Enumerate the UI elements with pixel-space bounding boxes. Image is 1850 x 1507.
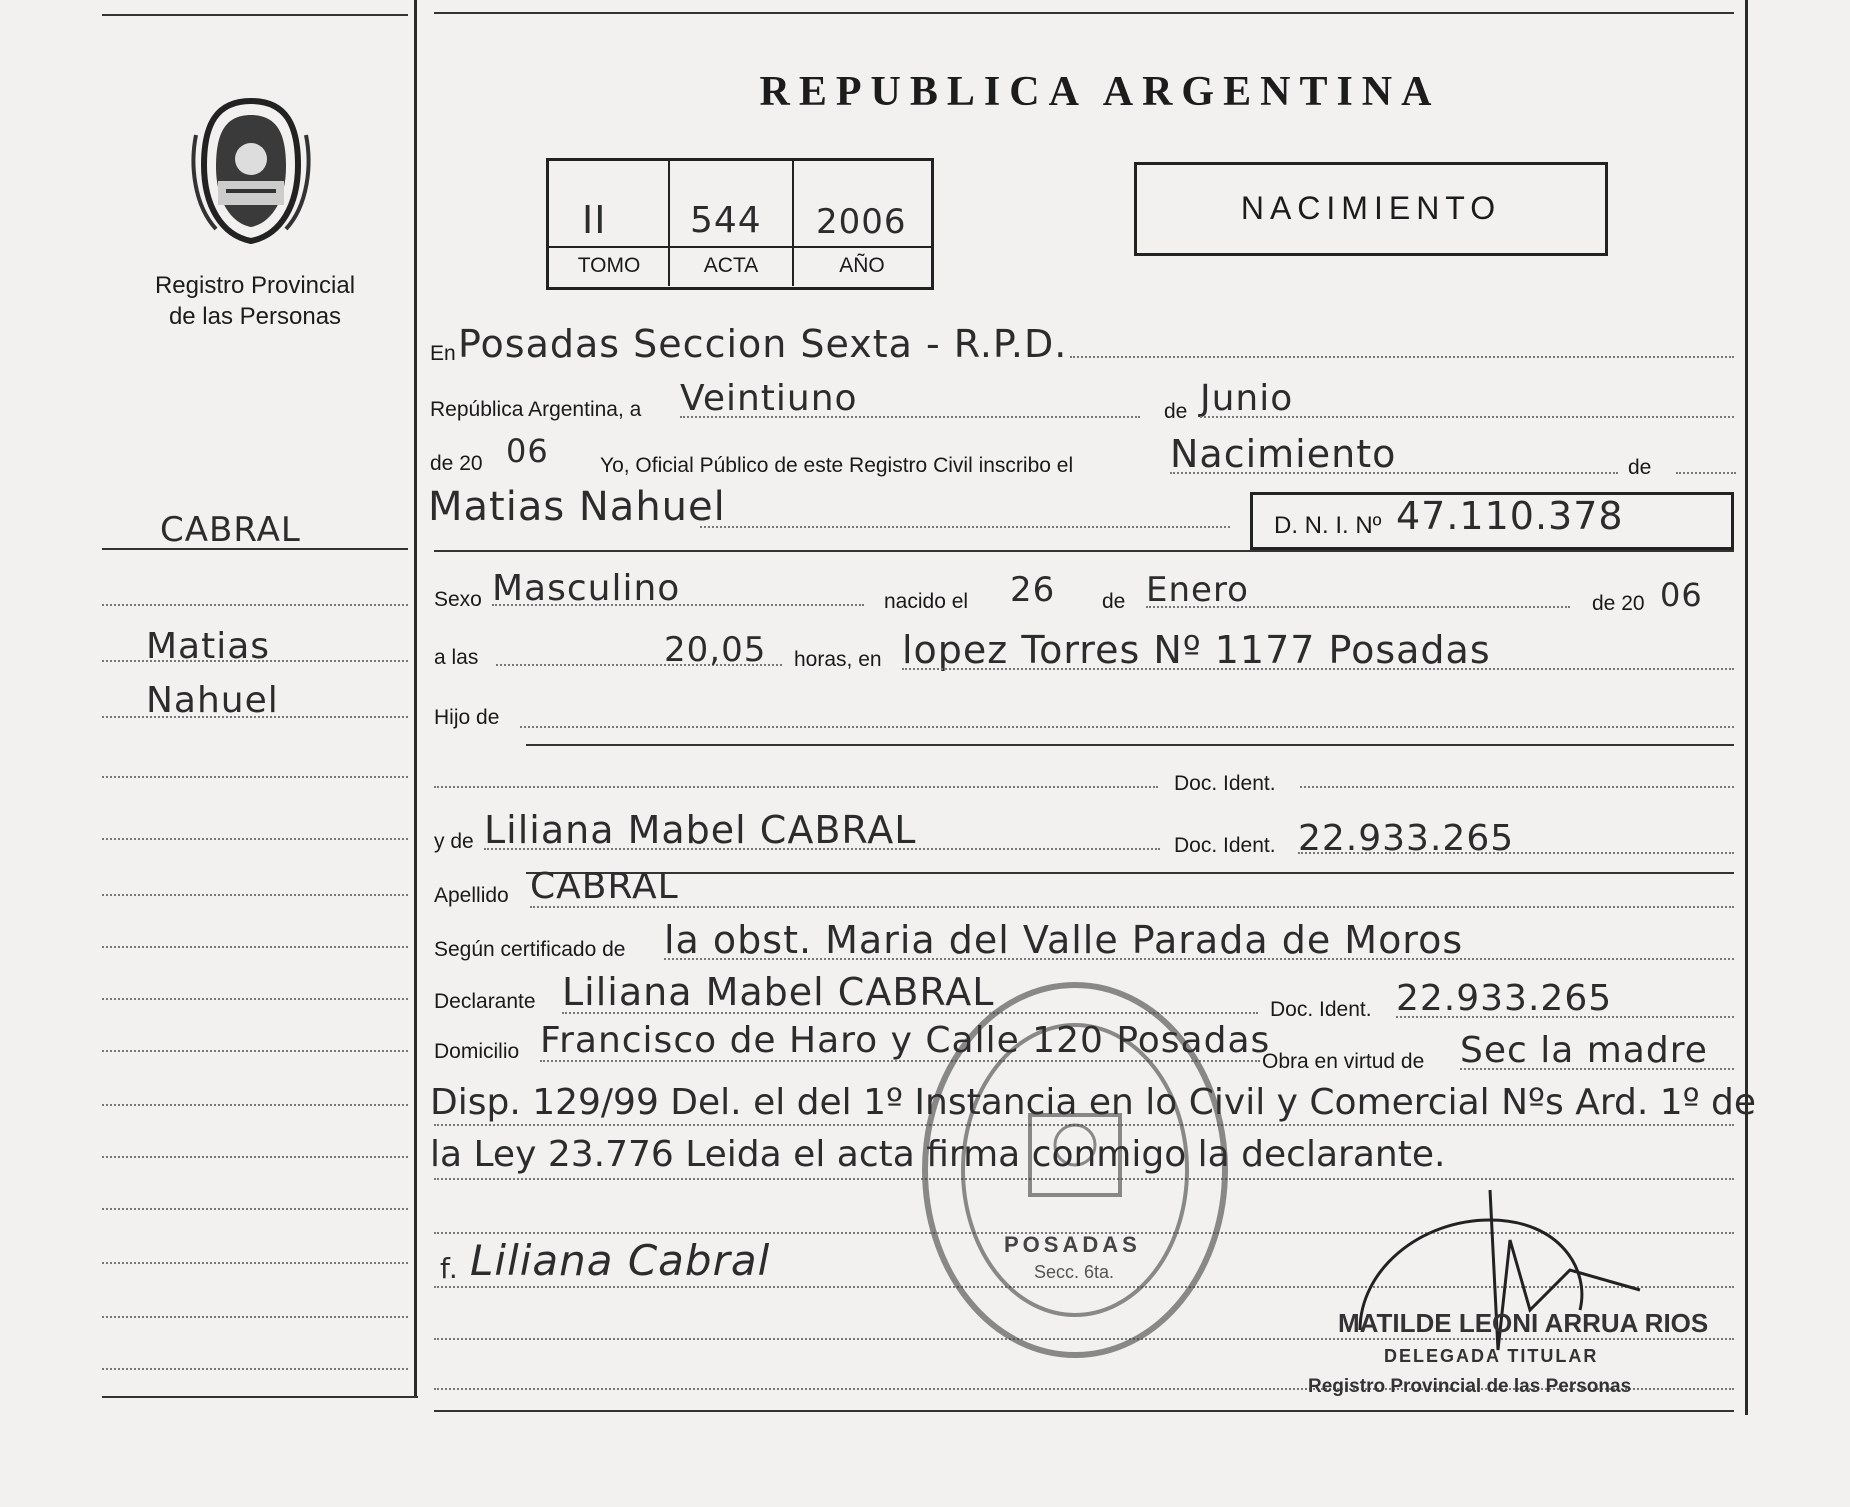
tomo-label: TOMO	[577, 254, 641, 277]
right-top-rule	[434, 12, 1734, 14]
official-title: DELEGADA TITULAR	[1384, 1346, 1599, 1366]
tomo-value: II	[582, 198, 607, 242]
declarant-signature: Liliana Cabral	[470, 1236, 771, 1285]
margin-rule-1	[102, 548, 408, 550]
de3-label: de	[1102, 590, 1126, 613]
apellido-value: CABRAL	[530, 866, 679, 907]
margin-line	[102, 1316, 408, 1318]
en-line	[1070, 356, 1734, 358]
name-line	[700, 526, 1230, 528]
declarante-label: Declarante	[434, 990, 536, 1013]
yde-label: y de	[434, 830, 474, 853]
horas-label: horas, en	[794, 648, 882, 671]
yo-label: Yo, Oficial Público de este Registro Civil inscribo el	[600, 454, 1074, 477]
segun-label: Según certificado de	[434, 938, 626, 961]
obra-label: Obra en virtud de	[1262, 1050, 1425, 1073]
en-value: Posadas Seccion Sexta - R.P.D.	[458, 322, 1068, 366]
country-title: REPUBLICA ARGENTINA	[759, 69, 1441, 115]
year-prefix-label: de 20	[430, 452, 483, 475]
margin-line	[102, 604, 408, 606]
registry-line2: de las Personas	[168, 303, 342, 330]
margin-given2: Nahuel	[146, 680, 279, 721]
registry-line1: Registro Provincial	[154, 272, 356, 299]
father-line	[434, 786, 1158, 788]
nacido-label: nacido el	[884, 590, 969, 613]
province-seal-icon	[186, 95, 316, 245]
official-signature-icon	[1340, 1180, 1660, 1370]
doc-ident3-label: Doc. Ident.	[1270, 998, 1372, 1021]
mother-rule	[526, 872, 1734, 874]
mother-line	[484, 848, 1160, 850]
apellido-line	[530, 906, 1734, 908]
en-label: En	[430, 342, 456, 365]
hijo-label: Hijo de	[434, 706, 500, 729]
stamp-center-text: POSADAS	[1004, 1232, 1141, 1257]
left-top-rule	[102, 14, 408, 16]
section-rule	[434, 550, 1734, 552]
domicilio-value: Francisco de Haro y Calle 120 Posadas	[540, 1020, 1271, 1061]
doc-ident2-label: Doc. Ident.	[1174, 834, 1276, 857]
margin-line	[102, 1104, 408, 1106]
father-doc-line	[1300, 786, 1734, 788]
domicilio-label: Domicilio	[434, 1040, 520, 1063]
right-bottom-rule	[434, 1410, 1734, 1412]
signature-prefix: f.	[440, 1252, 459, 1285]
de2-label: de	[1628, 456, 1652, 479]
birth-month: Enero	[1146, 570, 1249, 610]
mother-doc-line	[1298, 852, 1734, 854]
anio-value: 2006	[816, 202, 907, 242]
doc-type-title: NACIMIENTO	[1240, 190, 1502, 226]
declarante-doc: 22.933.265	[1396, 978, 1613, 1019]
official-stamp-icon	[915, 975, 1235, 1365]
month-value: Junio	[1200, 378, 1294, 419]
sexo-value: Masculino	[492, 568, 681, 609]
official-office: Registro Provincial de las Personas	[1308, 1376, 1632, 1397]
obra-value: Sec la madre	[1460, 1030, 1708, 1071]
acta-label: ACTA	[703, 254, 759, 277]
place-line	[902, 668, 1734, 670]
hour-value: 20,05	[664, 630, 767, 670]
note-line-2: la Ley 23.776 Leida el acta firma conmigo la declarante.	[430, 1134, 1446, 1175]
de2-line	[1676, 472, 1736, 474]
margin-line	[102, 1368, 408, 1370]
record-box-divider	[549, 246, 931, 248]
margin-line	[102, 1050, 408, 1052]
dni-label: D. N. I. Nº	[1274, 512, 1382, 539]
day-line	[680, 416, 1140, 418]
hijo-rule	[526, 744, 1734, 746]
margin-surname: CABRAL	[160, 510, 301, 550]
segun-value: la obst. Maria del Valle Parada de Moros	[664, 918, 1464, 962]
margin-line	[102, 776, 408, 778]
year-value: 06	[506, 432, 549, 470]
declarante-doc-line	[1396, 1016, 1734, 1018]
margin-line	[102, 1156, 408, 1158]
birth-month-line	[1146, 606, 1570, 608]
registry-name	[120, 270, 390, 332]
birth-day: 26	[1010, 570, 1056, 610]
alas-label: a las	[434, 646, 479, 669]
birth-year: 06	[1660, 576, 1703, 614]
margin-given1: Matias	[146, 626, 271, 667]
segun-line	[664, 958, 1734, 960]
dni-value: 47.110.378	[1396, 494, 1624, 538]
act-line	[1170, 472, 1618, 474]
day-value: Veintiuno	[680, 378, 858, 419]
column-divider	[414, 0, 417, 1398]
declarante-value: Liliana Mabel CABRAL	[562, 970, 995, 1014]
right-border	[1745, 0, 1748, 1415]
acta-value: 544	[690, 200, 762, 241]
margin-line	[102, 1262, 408, 1264]
mother-doc: 22.933.265	[1298, 818, 1515, 859]
stamp-sub-text: Secc. 6ta.	[1034, 1262, 1115, 1282]
obra-line	[1460, 1068, 1734, 1070]
anio-label: AÑO	[839, 254, 885, 277]
year2-prefix-label: de 20	[1592, 592, 1645, 615]
margin-line	[102, 838, 408, 840]
sexo-line	[492, 604, 864, 606]
official-name: MATILDE LEONI ARRUA RIOS	[1338, 1308, 1709, 1338]
sexo-label: Sexo	[434, 588, 482, 611]
de-label: de	[1164, 400, 1188, 423]
act-value: Nacimiento	[1170, 432, 1397, 476]
doc-ident-label: Doc. Ident.	[1174, 772, 1276, 795]
mother-value: Liliana Mabel CABRAL	[484, 808, 917, 852]
margin-line	[102, 998, 408, 1000]
margin-line	[102, 894, 408, 896]
month-line	[1200, 416, 1734, 418]
margin-line	[102, 660, 408, 662]
republica-label: República Argentina, a	[430, 398, 642, 421]
margin-line	[102, 946, 408, 948]
place-value: lopez Torres Nº 1177 Posadas	[902, 628, 1491, 672]
margin-line	[102, 1208, 408, 1210]
hijo-line	[520, 726, 1734, 728]
note-line-1: Disp. 129/99 Del. el del 1º Instancia en lo Civil y Comercial Nºs Ard. 1º de	[430, 1082, 1757, 1123]
left-bottom-rule	[102, 1396, 418, 1398]
apellido-label: Apellido	[434, 884, 509, 907]
name-value: Matias Nahuel	[428, 484, 726, 530]
margin-line	[102, 716, 408, 718]
